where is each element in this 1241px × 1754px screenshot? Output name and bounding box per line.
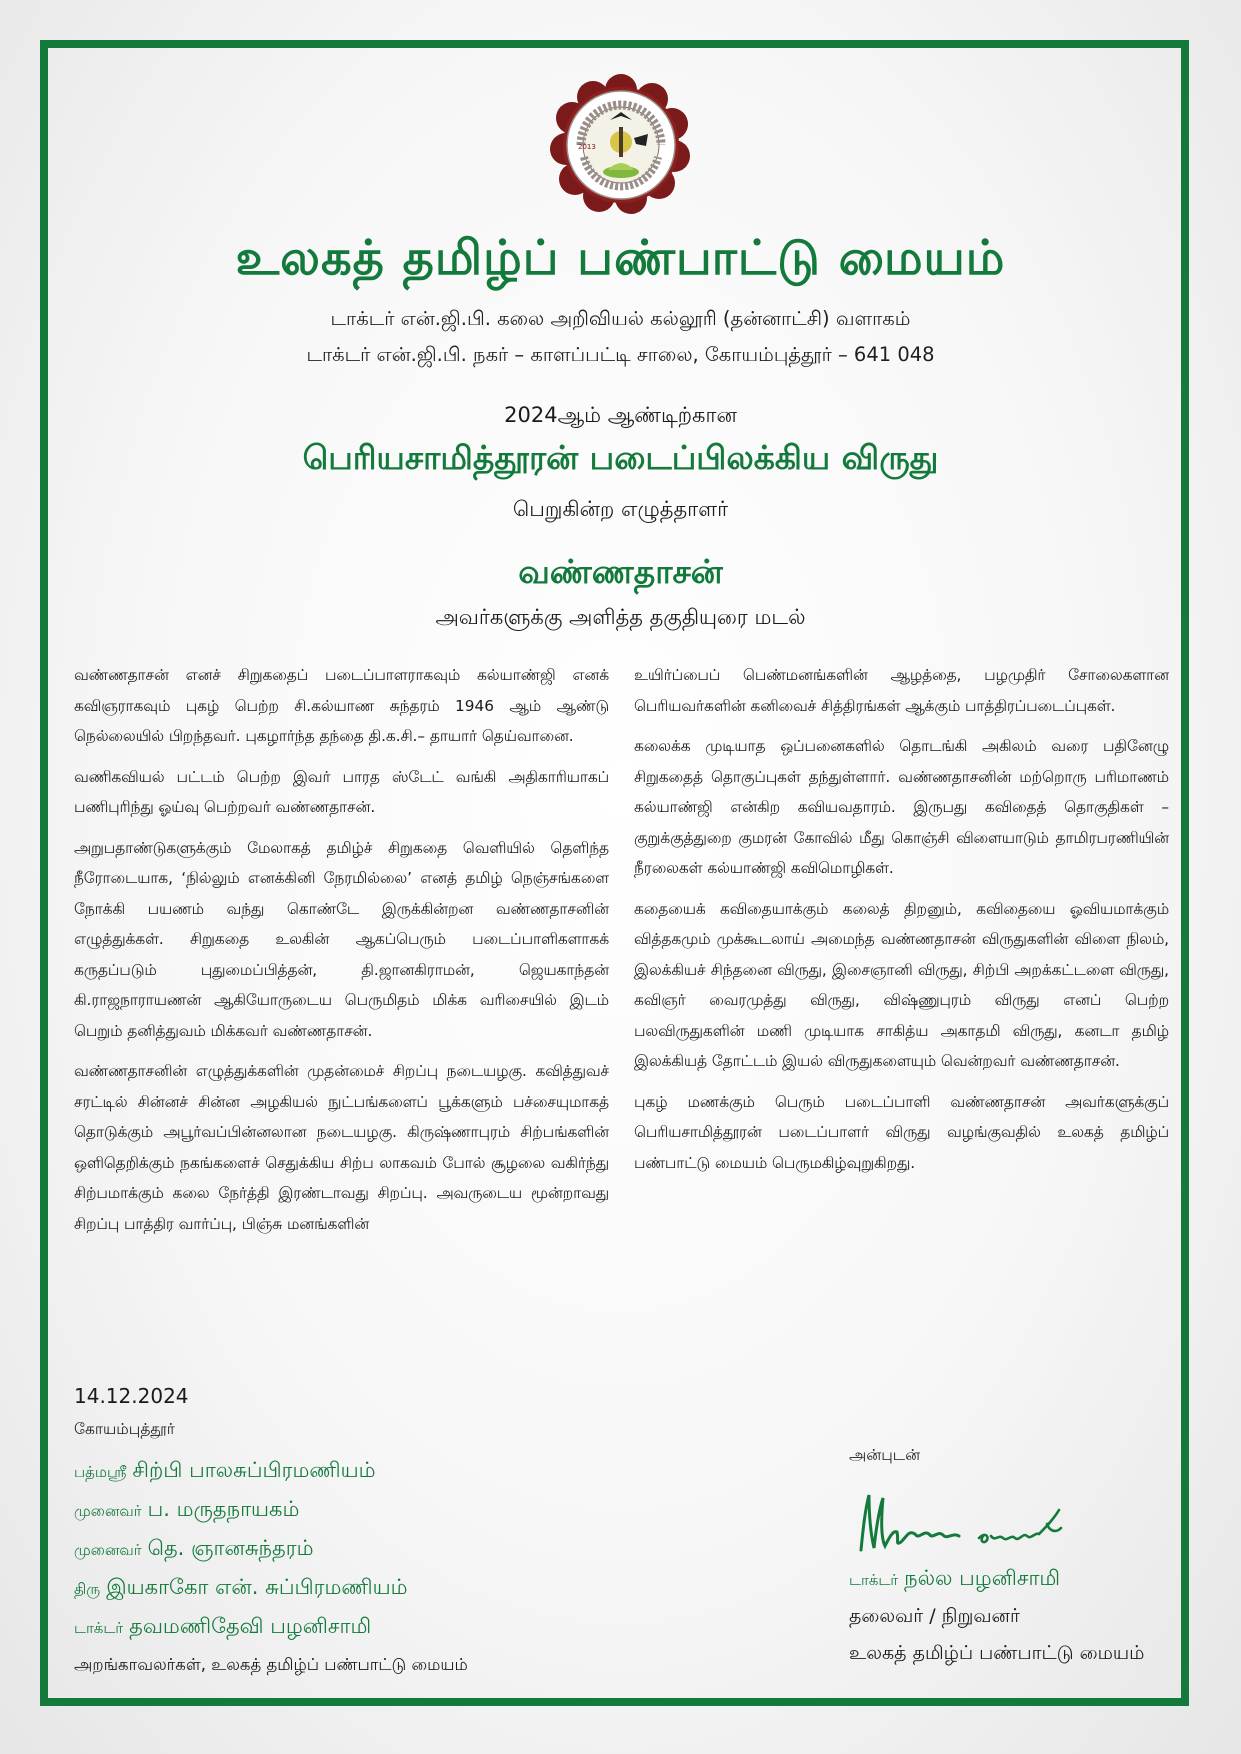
address-line-2: டாக்டர் என்.ஜி.பி. நகர் – காளப்பட்டி சாலை, கோயம்புத்தூர் – 641 048 xyxy=(306,343,935,366)
organization-title: உலகத் தமிழ்ப் பண்பாட்டு மையம் xyxy=(235,230,1006,286)
trustee-name: தவமணிதேவி பழனிசாமி xyxy=(129,1614,372,1638)
signatory-block xyxy=(849,1446,1144,1667)
citation-place: கோயம்புத்தூர் xyxy=(74,1420,175,1438)
trustee-name: இயகாகோ என். சுப்பிரமணியம் xyxy=(106,1575,408,1599)
signatory-role: தலைவர் / நிறுவனர் xyxy=(849,1605,1020,1627)
citation-paragraph: கதையைக் கவிதையாக்கும் கலைத் திறனும், கவிதையை ஓவியமாக்கும் வித்தகமும் முக்கூடலாய் அமைந்த வண்ணதாசன் விருதுகளின் விளை நிலம், இலக்கியச் சிந்தனை விருது, இசைஞானி விருது, சிற்பி அறக்கட்டளை விருது, கவிஞர் வைரமுத்து விருது, விஷ்ணுபுரம் விருது எனப் பெற்ற பலவிருதுகளின் மணி முடியாக சாகித்ய அகாதமி விருது, கனடா தமிழ் இலக்கியத் தோட்டம் இயல் விருதுகளையும் வென்றவர் வண்ணதாசன். xyxy=(634,899,1169,1070)
trustee-name: சிற்பி பாலசுப்பிரமணியம் xyxy=(132,1458,376,1482)
award-receives-line: பெறுகின்ற எழுத்தாளர் xyxy=(512,497,729,521)
organization-logo xyxy=(548,72,694,218)
trustee-name: தெ. ஞானசுந்தரம் xyxy=(147,1536,314,1560)
trustee-entry xyxy=(74,1536,408,1575)
trustee-entry xyxy=(74,1575,408,1614)
award-year-line: 2024ஆம் ஆண்டிற்கான xyxy=(504,403,737,427)
citation-paragraph: அறுபதாண்டுகளுக்கும் மேலாகத் தமிழ்ச் சிறுகதை வெளியில் தெளிந்த நீரோடையாக, ‘நில்லும் எனக்கினி நேரமில்லை’ எனத் தமிழ் நெஞ்சங்களை நோக்கி பயணம் வந்து கொண்டே இருக்கின்றன வண்ணதாசனின் எழுத்துக்கள். சிறுகதை உலகின் ஆகப்பெரும் படைப்பாளிகளாகக் கருதப்படும் புதுமைப்பித்தன், தி.ஜானகிராமன், ஜெயகாந்தன் கி.ராஜநாராயணன் ஆகியோருடைய பெருமிதம் மிக்க வரிசையில் இடம் பெறும் தனித்துவம் மிக்கவர் வண்ணதாசன். xyxy=(74,838,609,1040)
trustee-title: முனைவர் xyxy=(74,1541,142,1559)
signatory-name: நல்ல பழனிசாமி xyxy=(904,1566,1061,1590)
logo-year: 2013 xyxy=(578,143,596,151)
recipient-name: வண்ணதாசன் xyxy=(518,552,723,591)
award-name: பெரியசாமித்தூரன் படைப்பிலக்கிய விருது xyxy=(302,438,939,477)
trustee-title: பத்மஸ்ரீ xyxy=(74,1463,127,1481)
citation-paragraph: வணிகவியல் பட்டம் பெற்ற இவர் பாரத ஸ்டேட் வங்கி அதிகாரியாகப் பணிபுரிந்து ஓய்வு பெற்றவர் வண்ணதாசன். xyxy=(74,767,609,816)
trustee-name: ப. மருதநாயகம் xyxy=(147,1497,300,1521)
citation-right-column xyxy=(634,660,1169,1188)
citation-paragraph: புகழ் மணக்கும் பெரும் படைப்பாளி வண்ணதாசன் அவர்களுக்குப் பெரியசாமித்தூரன் படைப்பாளர் விருது வழங்குவதில் உலகத் தமிழ்ப் பண்பாட்டு மையம் பெருமகிழ்வுறுகிறது. xyxy=(634,1092,1169,1172)
citation-paragraph: வண்ணதாசனின் எழுத்துக்களின் முதன்மைச் சிறப்பு நடையழகு. கவித்துவச் சரட்டில் சின்னச் சின்ன அழகியல் நுட்பங்களைப் பூக்களும் பச்சையுமாகத் தொடுக்கும் அபூர்வப்பின்னலான நடையழகு. கிருஷ்ணாபுரம் சிற்பங்களின் ஒளிதெறிக்கும் நகங்களைச் செதுக்கிய சிற்ப லாகவம் போல் சூழலை வகிர்ந்து சிற்பமாக்கும் கலை நேர்த்தி இரண்டாவது சிறப்பு. அவருடைய மூன்றாவது சிறப்பு பாத்திர வார்ப்பு, பிஞ்சு மனங்களின் xyxy=(74,1062,609,1233)
trustees-caption: அறங்காவலர்கள், உலகத் தமிழ்ப் பண்பாட்டு மையம் xyxy=(74,1655,468,1674)
signatory-organization: உலகத் தமிழ்ப் பண்பாட்டு மையம் xyxy=(849,1642,1145,1664)
trustee-title: திரு xyxy=(74,1580,101,1598)
citation-paragraph: உயிர்ப்பைப் பெண்மனங்களின் ஆழத்தை, பழமுதிர் சோலைகளான பெரியவர்களின் கனிவைச் சித்திரங்கள் ஆக்கும் பாத்திரப்படைப்புகள். xyxy=(634,666,1169,715)
signatory-title: டாக்டர் xyxy=(849,1571,899,1589)
trustee-entry xyxy=(74,1497,408,1536)
trustee-entry xyxy=(74,1614,408,1653)
citation-left-column xyxy=(74,660,609,1360)
citation-caption: அவர்களுக்கு அளித்த தகுதியுரை மடல் xyxy=(435,605,806,629)
address-line-1: டாக்டர் என்.ஜி.பி. கலை அறிவியல் கல்லூரி (தன்னாட்சி) வளாகம் xyxy=(330,307,911,330)
signatory-name-row xyxy=(849,1566,1144,1593)
trustee-entry xyxy=(74,1458,408,1497)
trustee-title: டாக்டர் xyxy=(74,1619,124,1637)
citation-paragraph: கலைக்க முடியாத ஒப்பனைகளில் தொடங்கி அகிலம் வரை பதினேழு சிறுகதைத் தொகுப்புகள் தந்துள்ளார். வண்ணதாசனின் மற்றொரு பரிமாணம் கல்யாண்ஜி என்கிற கவியவதாரம். இருபது கவிதைத் தொகுதிகள் – குறுக்குத்துறை குமரன் கோவில் மீது கொஞ்சி விளையாடும் தாமிரபரணியின் நீரலைகள் கல்யாண்ஜி கவிமொழிகள். xyxy=(634,737,1169,877)
sign-off-greeting: அன்புடன் xyxy=(849,1446,921,1464)
citation-date: 14.12.2024 xyxy=(74,1384,189,1408)
citation-paragraph: வண்ணதாசன் எனச் சிறுகதைப் படைப்பாளராகவும் கல்யாண்ஜி எனக் கவிஞராகவும் புகழ் பெற்ற சி.கல்யாண சுந்தரம் 1946 ஆம் ஆண்டு நெல்லையில் பிறந்தவர். புகழார்ந்த தந்தை தி.க.சி.– தாயார் தெய்வானை. xyxy=(74,666,609,745)
trustees-list xyxy=(74,1458,408,1653)
trustee-title: முனைவர் xyxy=(74,1502,142,1520)
signature-image xyxy=(849,1480,1079,1560)
